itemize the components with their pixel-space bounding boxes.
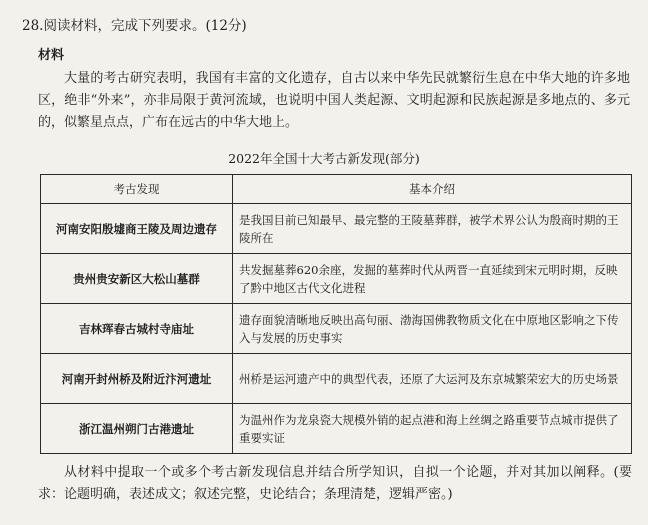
discovery-name: 河南安阳殷墟商王陵及周边遗存 [41, 204, 233, 254]
material-label: 材料 [38, 48, 65, 63]
discovery-name: 贵州贵安新区大松山墓群 [41, 254, 233, 304]
header-discovery: 考古发现 [41, 175, 233, 204]
header-introduction: 基本介绍 [233, 175, 632, 204]
discovery-description: 是我国目前已知最早、最完整的王陵墓葬群，被学术界公认为殷商时期的王陵所在 [233, 204, 632, 254]
table-title: 2022年全国十大考古新发现(部分) [228, 151, 420, 166]
discovery-description: 共发掘墓葬620余座，发掘的墓葬时代从两晋一直延续到宋元明时期，反映了黔中地区古代文化进程 [233, 254, 632, 304]
task-instruction: 从材料中提取一个或多个考古新发现信息并结合所学知识，自拟一个论题，并对其加以阐释。(要求：论题明确，表述成文；叙述完整，史论结合；条理清楚，逻辑严密。) [38, 465, 632, 502]
table-row [41, 304, 632, 354]
discovery-name: 河南开封州桥及附近汴河遗址 [41, 354, 233, 404]
discovery-description: 为温州作为龙泉瓷大规模外销的起点港和海上丝绸之路重要节点城市提供了重要实证 [233, 404, 632, 454]
question-title: 28.阅读材料，完成下列要求。(12分) [22, 18, 247, 34]
archaeology-table [40, 174, 632, 454]
discovery-name: 浙江温州朔门古港遗址 [41, 404, 233, 454]
discovery-name: 吉林珲春古城村寺庙址 [41, 304, 233, 354]
table-row [41, 254, 632, 304]
table-row [41, 354, 632, 404]
table-row [41, 204, 632, 254]
material-paragraph: 大量的考古研究表明，我国有丰富的文化遗存，自古以来中华先民就繁衍生息在中华大地的许多地区，绝非“外来”，亦非局限于黄河流域，也说明中国人类起源、文明起源和民族起源是多地点的、多元的，似繁星点点，广布在远古的中华大地上。 [38, 71, 630, 130]
table-row [41, 404, 632, 454]
table-header-row [41, 175, 632, 204]
discovery-description: 遗存面貌清晰地反映出高句丽、渤海国佛教物质文化在中原地区影响之下传入与发展的历史事实 [233, 304, 632, 354]
discovery-description: 州桥是运河遗产中的典型代表，还原了大运河及东京城繁荣宏大的历史场景 [233, 354, 632, 404]
